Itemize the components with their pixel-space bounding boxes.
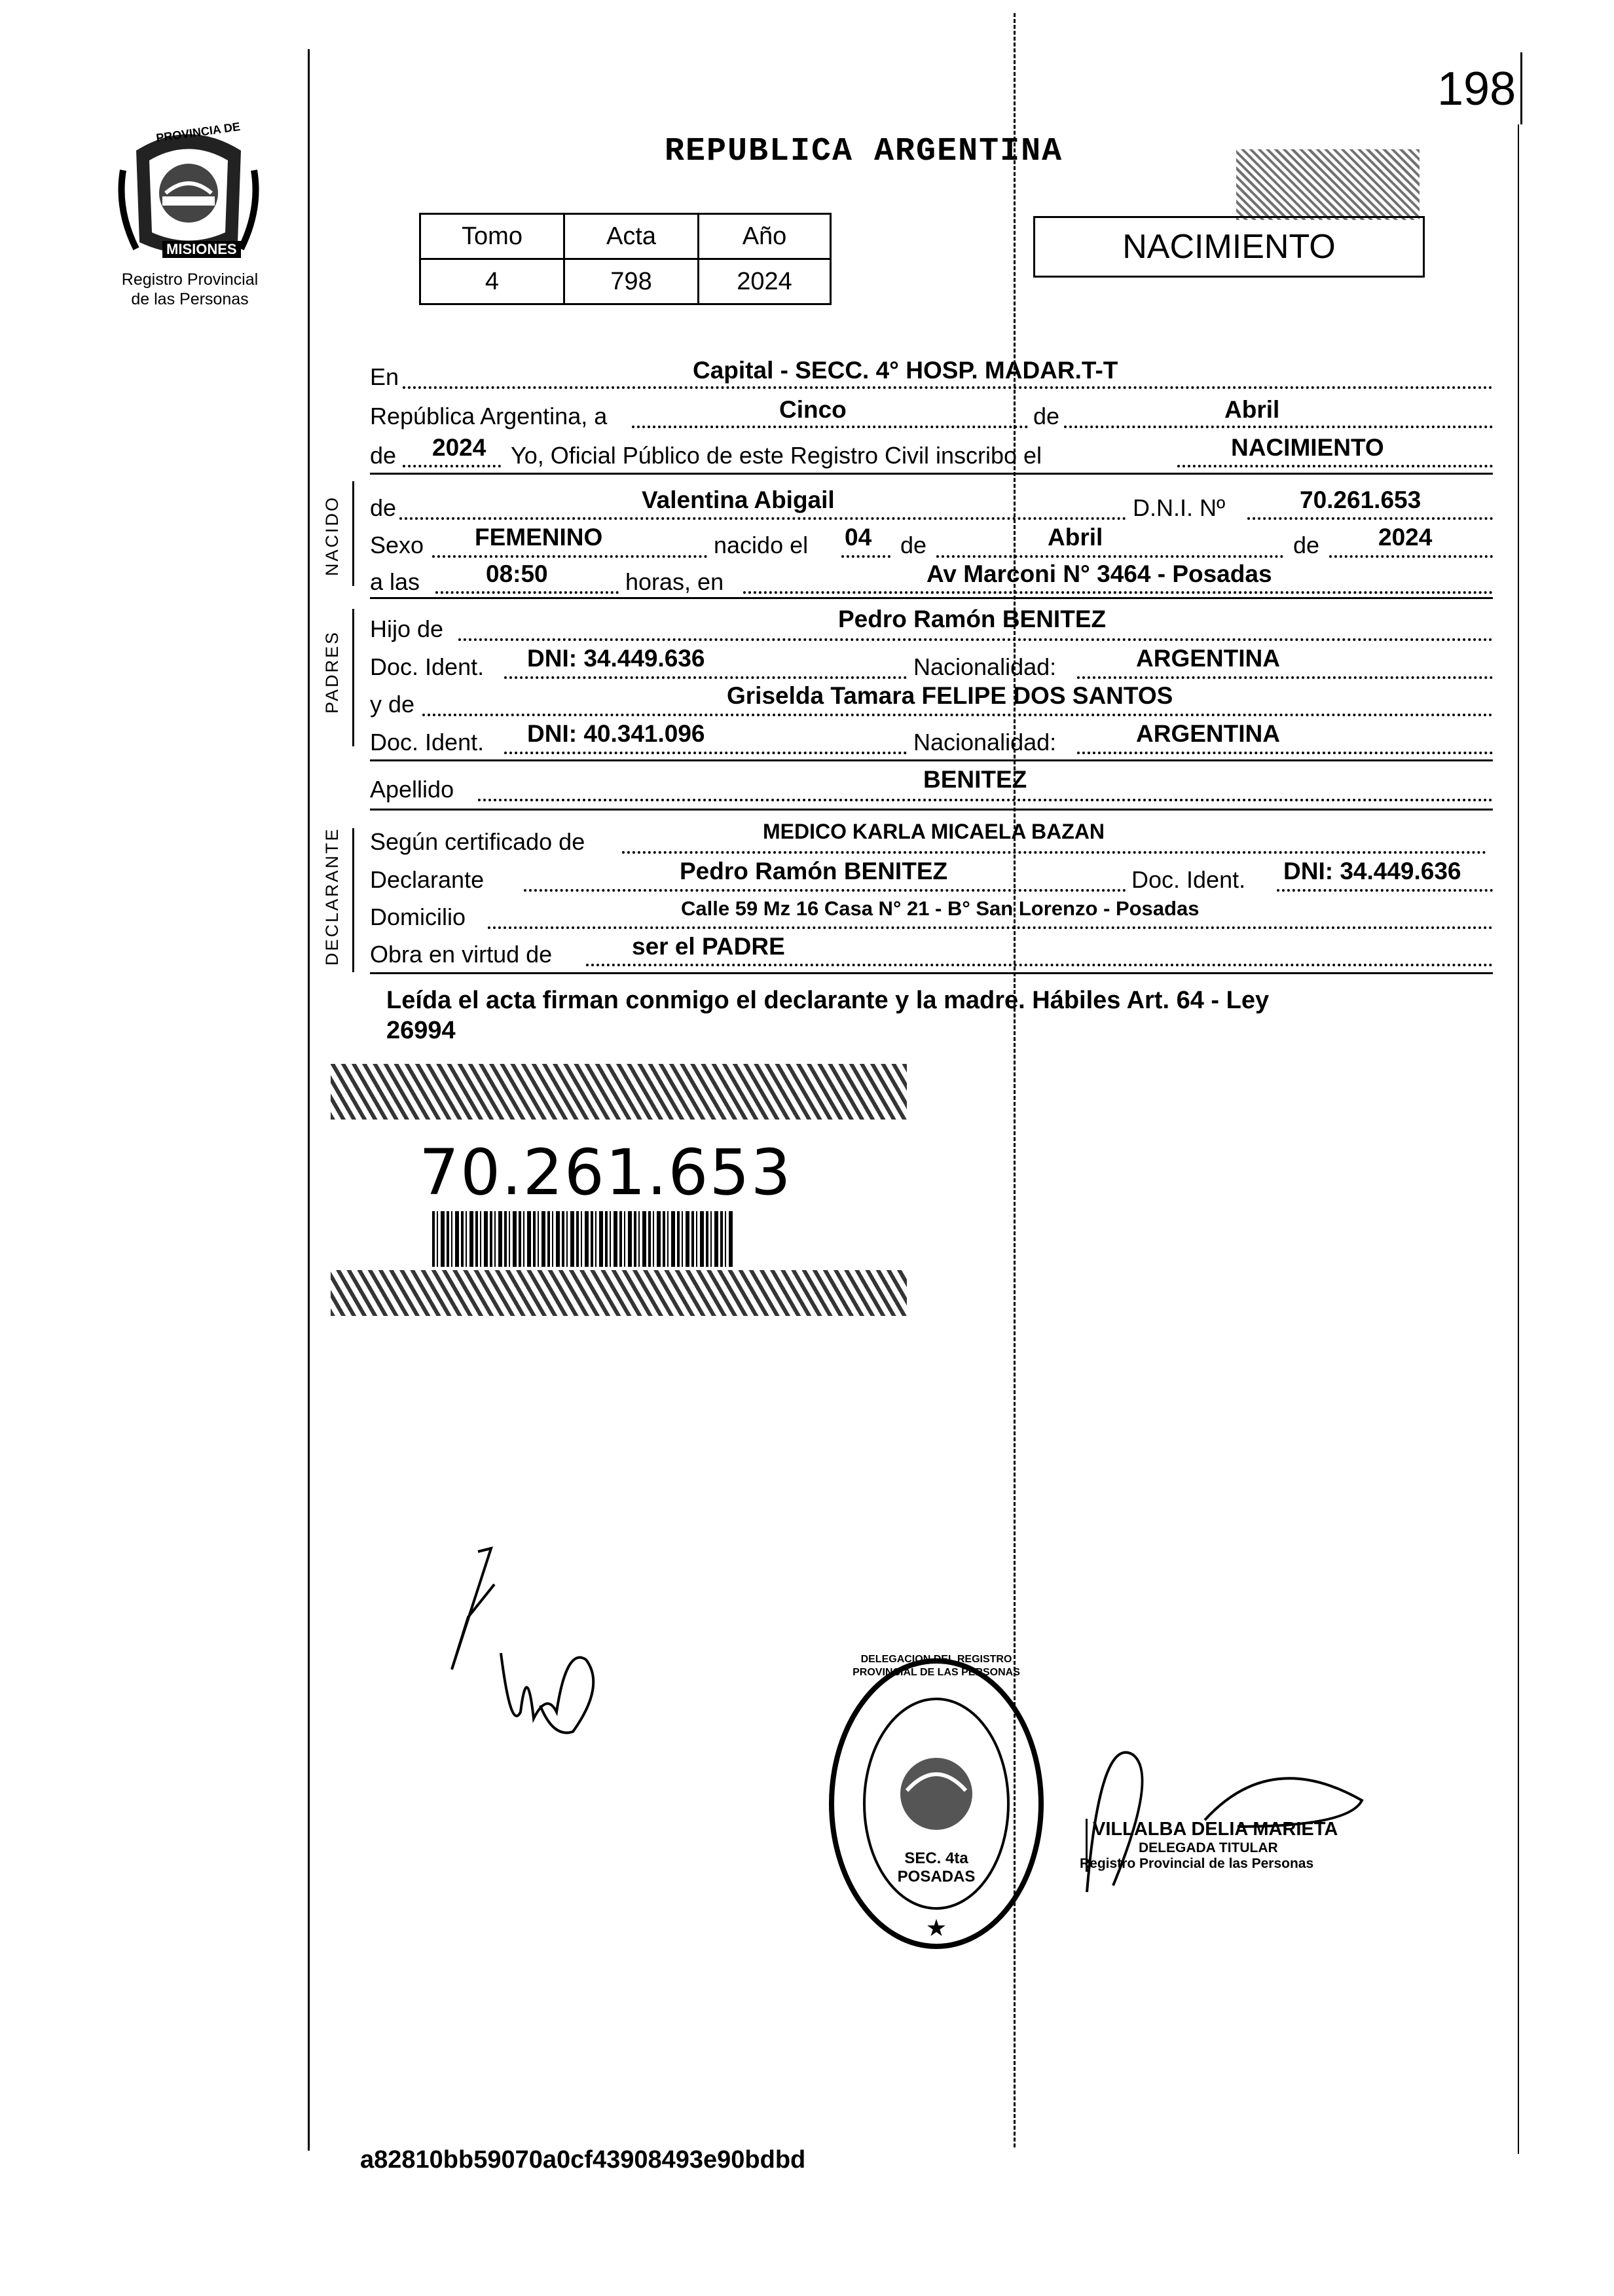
official-role: DELEGADA TITULAR — [1139, 1840, 1278, 1855]
hora-dots — [435, 591, 619, 594]
apellido-value: BENITEZ — [923, 766, 1027, 793]
declarante-section-label: DECLARANTE — [322, 827, 342, 966]
document-title: REPUBLICA ARGENTINA — [665, 133, 1063, 170]
decl-doc-value: DNI: 34.449.636 — [1283, 858, 1461, 884]
decl-doc-label: Doc. Ident. — [1131, 866, 1246, 893]
hijo-label: Hijo de — [370, 615, 444, 642]
right-margin-line — [1518, 124, 1519, 2154]
anio-header: Año — [699, 214, 831, 259]
document-hash: a82810bb59070a0cf43908493e90bdbd — [360, 2146, 806, 2174]
logo-caption-line1: Registro Provincial — [121, 270, 259, 289]
de-label: de — [1033, 403, 1060, 429]
en-dots — [403, 386, 1493, 389]
lugar-dots — [743, 591, 1493, 594]
obra-label: Obra en virtud de — [370, 941, 553, 968]
decl-label: Declarante — [370, 866, 485, 893]
nacido-bracket — [352, 481, 354, 586]
padre-nac-dots — [1077, 676, 1493, 679]
decl-dots — [524, 889, 1126, 892]
tomo-acta-table — [419, 213, 832, 305]
padre-nac-label: Nacionalidad: — [913, 653, 1057, 680]
svg-text:★: ★ — [925, 1915, 947, 1942]
madre-doc-value: DNI: 40.341.096 — [527, 720, 705, 747]
signature-note — [386, 985, 1499, 1046]
anio-value-line: 2024 — [432, 434, 486, 461]
tomo-header: Tomo — [420, 214, 564, 259]
en-label: En — [370, 363, 399, 390]
cert-value: MEDICO KARLA MICAELA BAZAN — [763, 820, 1105, 843]
madre-nac-value: ARGENTINA — [1136, 720, 1280, 747]
official-office: Registro Provincial de las Personas — [1080, 1856, 1314, 1871]
padre-value: Pedro Ramón BENITEZ — [838, 606, 1107, 632]
madre-value: Griselda Tamara FELIPE DOS SANTOS — [727, 682, 1173, 709]
apellido-label: Apellido — [370, 776, 454, 803]
note-line2: 26994 — [386, 1017, 456, 1044]
madre-nac-dots — [1077, 752, 1493, 754]
padres-bracket — [352, 609, 354, 746]
madre-dots — [422, 714, 1493, 716]
nombre-dots — [399, 517, 1126, 520]
left-margin-line — [308, 49, 310, 2151]
mes-dots — [1064, 426, 1493, 428]
official-name: VILLALBA DELIA MARIETA — [1093, 1819, 1338, 1840]
acta-header: Acta — [564, 214, 699, 259]
mes-value: Abril — [1224, 396, 1280, 423]
obra-value: ser el PADRE — [632, 933, 785, 960]
dom-value: Calle 59 Mz 16 Casa N° 21 - B° San Lorenzo - Posadas — [681, 897, 1200, 920]
decl-value: Pedro Ramón BENITEZ — [680, 858, 948, 884]
decl-doc-dots — [1277, 889, 1493, 892]
padre-nac-value: ARGENTINA — [1136, 645, 1280, 672]
declarante-separator — [370, 972, 1493, 974]
page-number: 198 — [1437, 63, 1516, 115]
anio-dots — [403, 465, 501, 467]
dni-dots — [1247, 517, 1493, 520]
inscribo-dots — [1177, 465, 1493, 467]
id-sticker — [331, 1064, 907, 1316]
padre-doc-label: Doc. Ident. — [370, 653, 485, 680]
nacido-de2-label: de — [900, 532, 927, 558]
logo-bottom-text: MISIONES — [162, 241, 241, 258]
madre-doc-dots — [504, 752, 907, 754]
logo-caption — [92, 270, 288, 309]
note-line1: Leída el acta firman conmigo el declarante y la madre. Hábiles Art. 64 - Ley — [386, 987, 1270, 1014]
yde-label: y de — [370, 691, 415, 718]
official-name-block — [1080, 1819, 1338, 1872]
republica-label: República Argentina, a — [370, 403, 608, 429]
apellido-dots — [478, 799, 1493, 801]
yo-label: Yo, Oficial Público de este Registro Civil inscribo el — [511, 442, 1042, 469]
sticker-barcode — [432, 1211, 733, 1267]
anio-value: 2024 — [699, 259, 831, 304]
madre-doc-label: Doc. Ident. — [370, 729, 485, 756]
nacido-de3-label: de — [1293, 532, 1320, 558]
inscribo-value: NACIMIENTO — [1231, 434, 1384, 461]
sticker-pattern-top — [331, 1064, 907, 1120]
padres-section-label: PADRES — [322, 630, 342, 714]
official-signature — [1074, 1728, 1388, 1902]
signature-2 — [494, 1633, 612, 1748]
sexo-value: FEMENINO — [475, 524, 603, 551]
madre-nac-label: Nacionalidad: — [913, 729, 1057, 756]
lugar-value: Av Marconi N° 3464 - Posadas — [926, 560, 1272, 587]
dom-label: Domicilio — [370, 903, 466, 930]
stamp-ring-text: DELEGACION DEL REGISTRO PROVINCIAL DE LAS PERSONAS — [853, 1654, 1020, 1678]
tomo-table-header — [420, 214, 831, 259]
anio-nac-dots — [1329, 555, 1493, 558]
mes-nac-value: Abril — [1048, 524, 1103, 551]
dia-dots — [632, 426, 1028, 428]
provincial-logo — [110, 111, 267, 268]
anio-nac-value: 2024 — [1378, 524, 1433, 551]
declarante-bracket — [352, 828, 354, 972]
padres-separator — [370, 759, 1493, 761]
padre-doc-dots — [504, 676, 907, 679]
tomo-value: 4 — [420, 259, 564, 304]
acta-value: 798 — [564, 259, 699, 304]
padre-doc-value: DNI: 34.449.636 — [527, 645, 705, 672]
obra-dots — [586, 964, 1493, 966]
nacido-el-label: nacido el — [714, 532, 809, 558]
alas-label: a las — [370, 568, 420, 595]
sticker-pattern-bottom — [331, 1270, 907, 1316]
cert-label: Según certificado de — [370, 828, 585, 855]
nombre-value: Valentina Abigail — [642, 486, 835, 513]
security-hologram — [1236, 149, 1420, 220]
sticker-number: 70.261.653 — [419, 1136, 792, 1209]
nacido-section-label: NACIDO — [322, 495, 342, 576]
logo-caption-line2: de las Personas — [131, 290, 249, 308]
dom-dots — [488, 926, 1493, 929]
official-stamp — [825, 1653, 1048, 1954]
acta-separator — [370, 473, 1493, 475]
nacido-de-label: de — [370, 494, 397, 521]
stamp-center-text: SEC. 4ta POSADAS — [897, 1850, 976, 1886]
cert-dots — [622, 851, 1486, 854]
nacido-separator — [370, 597, 1493, 599]
hora-value: 08:50 — [486, 560, 548, 587]
dia-nac-dots — [841, 555, 890, 558]
sexo-dots — [432, 555, 707, 558]
apellido-separator — [370, 809, 1493, 811]
de2-label: de — [370, 442, 397, 469]
mes-nac-dots — [936, 555, 1283, 558]
horas-label: horas, en — [625, 568, 724, 595]
en-value: Capital - SECC. 4° HOSP. MADAR.T-T — [693, 357, 1118, 384]
dni-label: D.N.I. Nº — [1133, 494, 1226, 521]
tomo-table-values — [420, 259, 831, 304]
sexo-label: Sexo — [370, 532, 424, 558]
dia-nac-value: 04 — [845, 524, 872, 551]
dia-value: Cinco — [779, 396, 847, 423]
document-type-box: NACIMIENTO — [1033, 216, 1425, 278]
padre-dots — [458, 638, 1493, 641]
page-number-edge — [1520, 52, 1522, 124]
logo-top-text: PROVINCIA DE — [155, 120, 242, 145]
dni-value: 70.261.653 — [1300, 486, 1421, 513]
